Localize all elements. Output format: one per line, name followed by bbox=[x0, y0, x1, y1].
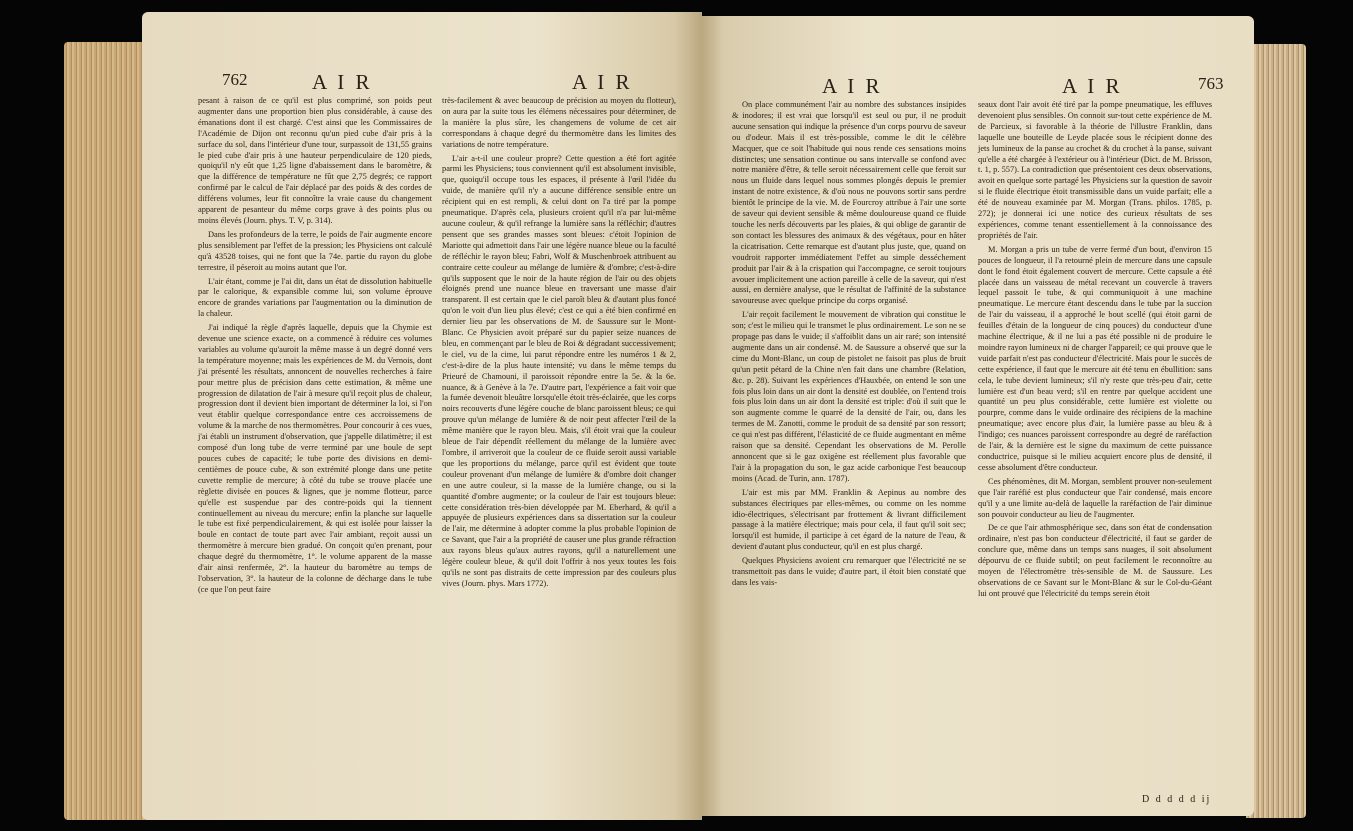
right-page bbox=[702, 16, 1254, 816]
signature-mark: D d d d d ij bbox=[1142, 794, 1212, 805]
paragraph: Dans les profondeurs de la terre, le poids de l'air augmente encore plus sensiblement par l'effet de la pression; les Physiciens ont calculé qu'à 43528 toises, qui ne font que la 74e. partie du rayon du globe terrestre, il péseroit au moins autant que l'or. bbox=[198, 229, 432, 272]
paragraph: De ce que l'air athmosphérique sec, dans son état de condensation ordinaire, n'est pas bon conducteur d'électricité, il faut se garder de conclure que, même dans un temps sans nuages, il soit absolument dépourvu de ce fluide subtil; on peut facilement le reconnoître au moyen de l'électromètre très-sensible de M. de Saussure. Les observations de ce Savant sur le Mont-Blanc & sur le Col-du-Géant lui ont prouvé que l'électricité du temps serein étoit bbox=[978, 523, 1212, 598]
left-page-column-1 bbox=[198, 96, 432, 599]
running-head-left-col2: A I R bbox=[572, 70, 633, 94]
running-head-right-col1: A I R bbox=[822, 74, 883, 98]
left-page-column-2 bbox=[442, 96, 676, 593]
running-head-right-col2: A I R bbox=[1062, 74, 1123, 98]
open-book bbox=[50, 8, 1310, 826]
paragraph: M. Morgan a pris un tube de verre fermé d'un bout, d'environ 15 pouces de longueur, il l'a retourné plein de mercure dans une capsule dont le fond étoit également couvert de mercure. Cette capsule a été placée dans un vaisseau de métal recevant un couvercle à travers lequel passoit le tube, & qui communiquoit à une machine pneumatique. Le mercure étant descendu dans le tube par la succion de l'air du vaisseau, il a approché le bout scellé (qui étoit garni de feuilles d'étain de la longueur de cinq pouces) du conducteur d'une machine électrique, & il ne lui a pas été possible ni de produire le moindre rayon lumineux ni de charger l'appareil; ce qui prouve que le vuide parfait n'est pas conducteur d'électricité. Mais pour le succès de cette expérience, il faut que le mercure ait été tenu en ébullition: sans cela, le tube devient lumineux; s'il n'y reste que très-peu d'air, cette lumière est d'un beau verd; s'il en rentre par quelque accident une quantité un peu plus considérable, cette lumière est violette ou pourpre, comme dans le vuide ordinaire des récipiens de la machine pneumatique; avec encore plus d'air, la lumière passe au bleu & à l'indigo; ces nuances paroissent correspondre au degré de raréfaction de l'air, & la dernière est le signe du maximum de cette puissance conductrice, puisque si le milieu acquiert encore plus de densité, il cesse absolument d'être conducteur. bbox=[978, 244, 1212, 472]
paragraph: L'air reçoit facilement le mouvement de vibration qui constitue le son; c'est le milieu qui le transmet le plus ordinairement. Le son ne se propage pas dans le vuide; il s'affoiblit dans un air raré; son intensité augmente dans un air condensé. M. de Saussure a observé que sur la cime du Mont-Blanc, un coup de pistolet ne faisoit pas plus de bruit qu'un petit pétard de la Chine n'en fait dans une chambre (Relation, &c. p. 28). Suivant les expériences d'Hauxbée, on entend le son une fois plus loin dans un air dont la densité est doublée, on l'entend trois fois plus loin dans un air dont la densité est triple: d'où il suit que le son augmente comme le quarré de la densité de l'air, ou, dans les termes de M. Zanotti, comme le produit de sa densité par son ressort; ce qui n'est pas différent, l'élasticité de ce fluide augmentant en même raison que sa densité. Cependant les observations de M. Perolle annoncent que si le gaz oxigène est réellement plus favorable que l'air à la propagation du son, le gaz acide carbonique l'est beaucoup moins (Acad. de Turin, ann. 1787). bbox=[732, 310, 967, 483]
paragraph: seaux dont l'air avoit été tiré par la pompe pneumatique, les effluves devenoient plus sensibles. On connoit sur-tout cette expérience de M. de Parcieux, si favorable à la théorie de l'illustre Franklin, dans laquelle une bouteille de Leyde placée sous le récipient donne des jets lumineux de la panse au crochet & du crochet à la panse, suivant qu'elle a été chargée à l'extérieur ou à l'intérieur (Dict. de M. Brisson, t. 1, p. 557). La contradiction que présentoient ces deux observations, avoit en quelque sorte partagé les Physiciens sur la question de savoir si le fluide électrique étoit transmissible dans un vuide parfait; elle a été de nouveau examinée par M. Morgan (Trans. philos. 1785, p. 272); je donnerai ici une notice des curieux résultats de ses expériences, comme tenant essentiellement à la connoissance des propriétés de l'air. bbox=[978, 100, 1212, 240]
paragraph: Quelques Physiciens avoient cru remarquer que l'électricité ne se transmettoit pas dans le vuide; d'autre part, il étoit bien constaté que dans les vais- bbox=[732, 556, 966, 587]
paragraph: J'ai indiqué la règle d'après laquelle, depuis que la Chymie est devenue une science exacte, on a commencé à réduire ces volumes variables au volume qu'auroit la même masse à un degré donné vers la température moyenne; mais les expériences de M. du Vernois, dont j'ai présenté les résultats, annoncent de nouvelles recherches à faire pour mettre plus de précision dans cette estimation, & même une progression de dilatation de l'air à mesure qu'il reçoit plus de chaleur, progression dont il devient bien important de déterminer la loi, si l'on veut établir quelque correspondance entre ces accroissemens de volume & la marche de nos thermomètres. Pour concourir à ces vues, j'ai établi un instrument d'observation, que j'appelle dilatimètre; il est composé d'un long tube de verre terminé par une boule de sept pouces cubes de capacité; le tube porte des divisions en demi-centièmes de pouce cube, & son extrémité plonge dans une petite cuvette remplie de mercure; à côté du tube se trouve placée une règlette divisée en pouces & lignes, que je nomme flotteur, parce qu'elle est suspendue par des contre-poids qui la tiennent continuellement au niveau du mercure; enfin la planche sur laquelle le tube est fixé perpendiculairement, & qui est isolée pour laisser la boule en contact de toute part avec l'air ambiant, reçoit aussi un thermomètre à mercure bien gradué. On conçoit qu'en prenant, pour chaque degré du thermomètre, 1°. le volume apparent de la masse d'air ainsi renfermée, 2°. la hauteur du baromètre au temps de l'observation, 3°. la hauteur de la colonne de décharge dans le tube (ce que l'on peut faire bbox=[198, 323, 432, 594]
paragraph: L'air étant, comme je l'ai dit, dans un état de dissolution habituelle par le calorique, & expansible comme lui, son volume éprouve encore de grandes variations par l'augmentation ou la diminution de la chaleur. bbox=[198, 276, 432, 319]
paragraph: pesant à raison de ce qu'il est plus comprimé, son poids peut augmenter dans une proportion bien plus considérable, à cause des émanations dont il est chargé. C'est ainsi que les Commissaires de l'Académie de Dijon ont reconnu qu'un pied cube d'air pris à la surface du sol, dans l'intérieur d'une tour, surpassoit de 131,55 grains le pied cube d'air pris à une hauteur perpendiculaire de 120 pieds, quoiqu'il n'y eût que 1,25 ligne d'abaissement dans le baromètre, & que la différence de température ne fût que 2,75 degrés; ce rapport confirmé par le calcul de l'air déplacé par des poids & des cordes de différens volumes, leur fit connoître la vraie cause du changement apparent de pesanteur du même corps grave à des points plus ou moins élevés (Journ. phys. T. V, p. 314). bbox=[198, 96, 432, 225]
left-page bbox=[142, 12, 702, 820]
paragraph: L'air est mis par MM. Franklin & Aepinus au nombre des substances électriques par elles-mêmes, ou comme on les nomme idio-électriques, s'électrisant par frottement & livrant difficilement passage à la matière électrique; mais pour cela, il faut qu'il soit sec; lorsqu'il est humide, il participe à cet égard de la nature de l'eau, & devient d'autant plus conducteur, qu'il en est plus chargé. bbox=[732, 487, 966, 552]
paragraph: On place communément l'air au nombre des substances insipides & inodores; il est vrai que lorsqu'il est seul ou pur, il ne produit aucune sensation qui indique la présence d'un corps pourvu de saveur ou d'odeur. Mais il est très-possible, comme le dit le célèbre Macquer, que ce soit l'habitude qui nous rende ces sensations moins distinctes; une sensation continue ou sans intervalle se confond avec notre manière d'être, & telle seroit nécessairement celle que feroit sur nous un fluide dans lequel nous sommes plongés depuis le premier instant de notre existence, & d'où nous ne pouvons sortir sans perdre bientôt le principe de la vie. M. de Fourcroy attribue à l'air une sorte de saveur qui devient sensible & même douloureuse quand ce fluide touche les nerfs découverts par les plaies, & qui oblige de garantir de son contact les blessures des animaux & des végétaux, pour en hâter la cicatrisation. Cette remarque est d'autant plus juste, que, quand on voudroit rapporter immédiatement l'effet au simple desséchement produit par l'air & à la crispation qui l'accompagne, ce seroit toujours avouer implicitement une action pareille à celle de la saveur, qui n'est aussi, en dernière analyse, que le résultat de l'affinité de la substance savoureuse avec quelque principe du corps organisé. bbox=[732, 100, 966, 306]
page-number-right: 763 bbox=[1198, 74, 1224, 93]
running-head-left-col1: A I R bbox=[312, 70, 373, 94]
paragraph: L'air a-t-il une couleur propre? Cette question a été fort agitée parmi les Physiciens; tous conviennent qu'il est absolument invisible, que, quoiqu'il occupe tous les espaces, il présente à l'œil l'idée du vuide, de manière qu'il n'y a aucune différence sensible entre un récipient qui en est rempli, & celui dont on l'a tiré par la pompe pneumatique. D'après cela, plusieurs croient qu'il n'a par lui-même aucune couleur, & qu'il refrange la lumière sans la réfléchir; d'autres pensent que ses grandes masses sont bleues: c'étoit l'opinion de Mariotte qui admettoit dans l'air une légère nuance bleue ou la faculté de réfléchir le rayon bleu; Fabri, Wolf & Muschenbroek attribuent au contraire cette couleur au mélange de lumière & d'ombre; c'est-à-dire qu'ils supposent que le noir de la haute région de l'air ou des objets éloignés prend une nuance bleue en traversant une masse d'air transparent. Il est certain que le ciel paroît bleu & d'autant plus foncé qu'on le voit d'un lieu plus élevé; c'est ce qui a été bien confirmé en dernier lieu par les observations de M. de Saussure sur le Mont-Blanc. Ce Physicien avoit préparé sur du papier seize nuances de bleu, en commençant par le bleu de Roi & dégradant successivement; le ciel, vu de la cime, lui parut répondre entre les numéros 1 & 2, c'est-à-dire de la plus haute intensité; vu dans le même temps du Prieuré de Chamouni, il paroissoit répondre entre la 5e. & la 6e. nuance, & à Genève à la 7e. D'autre part, l'expérience a fait voir que la fumée devenoit bleuâtre lorsqu'elle étoit très-éclairée, que les corps noirs recouverts d'une légère couche de blanc paroissent bleus; ce qui prouve qu'un mélange de lumière & de noir peut affecter l'œil de la même manière que le rayon bleu. Mais, s'il étoit vrai que la couleur bleue de l'air dépendît réellement du mélange de la lumière avec l'ombre, il arriveroit que la couleur de ce fluide seroit aussi variable que les proportions du mélange, parce qu'il est évident que toute couleur provenant d'un mélange de lumière & d'ombre doit changer en une autre couleur, si la masse de la lumière change, ou si la quantité d'ombre augmente; or la couleur de l'air est toujours bleue: cette considération très-bien développée par M. Eberhard, & qu'il a appuyée de plusieurs expériences dans sa dissertation sur la couleur de l'air, me détermine à adopter comme la plus probable l'opinion de ce Savant, que l'air a la propriété de causer une plus grande réfraction aux rayons bleus qu'aux autres rayons, qu'il a naturellement une légère couleur bleue, & qu'il doit l'offrir à nos yeux toutes les fois qu'ils ne sont pas distraits de cette impression par des couleurs plus vives (Journ. phys. Mars 1772). bbox=[442, 153, 676, 588]
right-page-column-2 bbox=[978, 100, 1212, 603]
paragraph: Ces phénomènes, dit M. Morgan, semblent prouver non-seulement que l'air raréfié est plus conducteur que l'air condensé, mais encore qu'il y a une limite au-delà de laquelle la raréfaction de l'air diminue son pouvoir conducteur au lieu de l'augmenter. bbox=[978, 476, 1212, 519]
paragraph: très-facilement & avec beaucoup de précision au moyen du flotteur), on aura par la suite tous les élémens nécessaires pour déterminer, de la manière la plus sûre, les changemens de volume de cet air correspondans à chaque degré du thermomètre dans les limites des variations de notre température. bbox=[442, 96, 676, 149]
page-edges-right bbox=[1246, 44, 1306, 818]
right-page-column-1 bbox=[732, 100, 966, 592]
page-number-left: 762 bbox=[222, 70, 248, 89]
